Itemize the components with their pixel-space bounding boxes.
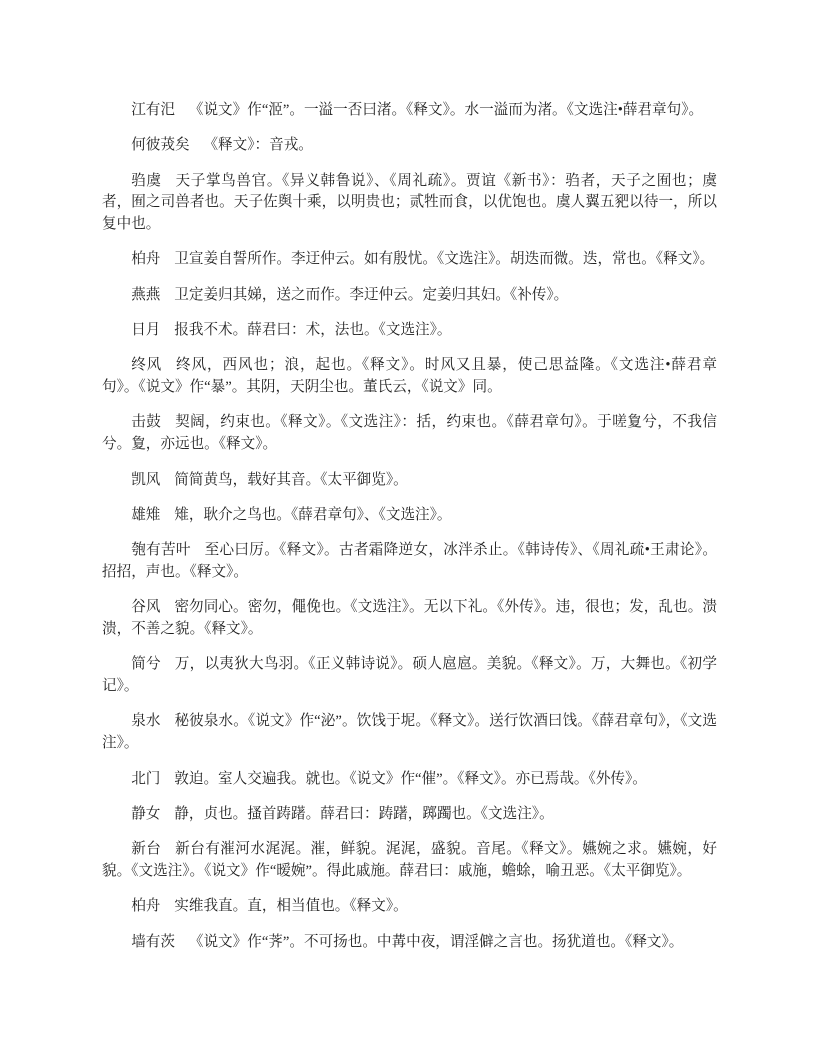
entry-title: 静女 [131, 805, 161, 822]
entry-body: 秘彼泉水。《说文》作“泌”。饮饯于坭。《释文》。送行饮酒曰饯。《薛君章句》，《文选注》。 [102, 713, 717, 752]
entry-body: 实维我直。直，相当值也。《释文》。 [174, 898, 408, 915]
entry-title: 何彼茙矣 [131, 137, 190, 154]
entry-paragraph [102, 135, 717, 157]
entry-paragraph [102, 654, 717, 698]
entry-title: 墙有茨 [131, 933, 175, 950]
entry-paragraph [102, 597, 717, 641]
entry-body: 《说文》作“荠”。不可扬也。中冓中夜，谓淫僻之言也。扬犹道也。《释文》。 [188, 933, 684, 950]
entry-title: 凯风 [131, 471, 161, 488]
entry-body: 《说文》作“洍”。一溢一否曰渚。《释文》。水一溢而为渚。《文选注•薛君章句》。 [188, 102, 704, 118]
entry-title: 驺虞 [131, 172, 162, 189]
entry-paragraph [102, 896, 717, 918]
entry-title: 柏舟 [131, 898, 161, 915]
entry-body: 简简黄鸟，载好其音。《太平御览》。 [174, 471, 408, 488]
entry-title: 柏舟 [131, 251, 161, 268]
entry-title: 泉水 [131, 713, 161, 730]
entry-paragraph [102, 932, 717, 954]
entry-paragraph [102, 171, 717, 236]
entry-title: 简兮 [131, 656, 161, 673]
entry-body: 密勿同心。密勿，僶俛也。《文选注》。无以下礼。《外传》。违，很也；发，乱也。溃溃，不善之貌。《释文》。 [102, 599, 717, 638]
entry-paragraph [102, 100, 717, 122]
entry-title: 击鼓 [131, 414, 162, 431]
entry-paragraph [102, 839, 717, 883]
entry-paragraph [102, 470, 717, 492]
entry-body: 至心曰厉。《释文》。古者霜降逆女，冰泮杀止。《韩诗传》、《周礼疏•王肃论》。招招，声也。《释文》。 [102, 542, 717, 580]
entry-paragraph [102, 320, 717, 342]
entry-title: 雄雉 [131, 506, 161, 523]
document-page [102, 100, 717, 967]
entry-paragraph [102, 540, 717, 584]
entry-paragraph [102, 769, 717, 791]
entry-body: 契阔，约束也。《释文》。《文选注》：括，约束也。《薛君章句》。于嗟夐兮，不我信兮。夐，亦远也。《释文》。 [102, 414, 717, 453]
entry-body: 终风，西风也；浪，起也。《释文》。时风又且暴，使己思益隆。《文选注•薛君章句》。《说文》作“暴”。其阴，天阴尘也。董氏云，《说文》同。 [102, 357, 717, 396]
entry-paragraph [102, 804, 717, 826]
entry-paragraph [102, 412, 717, 456]
entry-paragraph [102, 711, 717, 755]
entry-title: 北门 [131, 770, 161, 787]
entry-body: 静，贞也。搔首踌躇。薛君曰：踌躇，踯躅也。《文选注》。 [174, 805, 554, 822]
entry-paragraph [102, 249, 717, 271]
entry-body: 卫定姜归其娣，送之而作。李迂仲云。定姜归其妇。《补传》。 [174, 286, 569, 303]
entry-title: 谷风 [131, 599, 161, 616]
entry-title: 日月 [131, 322, 161, 339]
entry-body: 报我不术。薛君曰：术，法也。《文选注》。 [174, 322, 452, 339]
entry-body: 卫宣姜自誓所作。李迂仲云。如有殷忧。《文选注》。胡迭而微。迭，常也。《释文》。 [174, 251, 715, 268]
entry-body: 万，以夷狄大鸟羽。《正义韩诗说》。硕人扈扈。美貌。《释文》。万，大舞也。《初学记》。 [102, 656, 717, 695]
entry-paragraph [102, 355, 717, 399]
entry-body: 天子掌鸟兽官。《异义韩鲁说》、《周礼疏》。贾谊《新书》：驺者，天子之囿也；虞者，囿之司兽者也。天子佐舆十乘，以明贵也；贰牲而食，以优饱也。虞人翼五豝以待一，所以复中也。 [102, 172, 717, 233]
entry-body: 雉，耿介之鸟也。《薛君章句》、《文选注》。 [174, 506, 452, 523]
entry-body: 《释文》：音戎。 [203, 137, 313, 154]
entry-body: 新台有漼河水浘浘。漼，鲜貌。浘浘，盛貌。音尾。《释文》。嬿婉之求。嬿婉，好貌。《文选注》。《说文》作“暧婉”。得此戚施。薛君曰：戚施，蟾蜍，喻丑恶。《太平御览》。 [102, 841, 717, 879]
entry-title: 匏有苦叶 [131, 542, 191, 559]
entry-paragraph [102, 505, 717, 527]
entry-title: 江有汜 [131, 102, 175, 118]
entry-body: 敦迫。室人交遍我。就也。《说文》作“催”。《释文》。亦已焉哉。《外传》。 [174, 770, 647, 787]
entry-title: 燕燕 [131, 286, 161, 303]
entry-title: 新台 [131, 841, 162, 858]
entry-title: 终风 [131, 357, 163, 374]
entry-paragraph [102, 285, 717, 307]
